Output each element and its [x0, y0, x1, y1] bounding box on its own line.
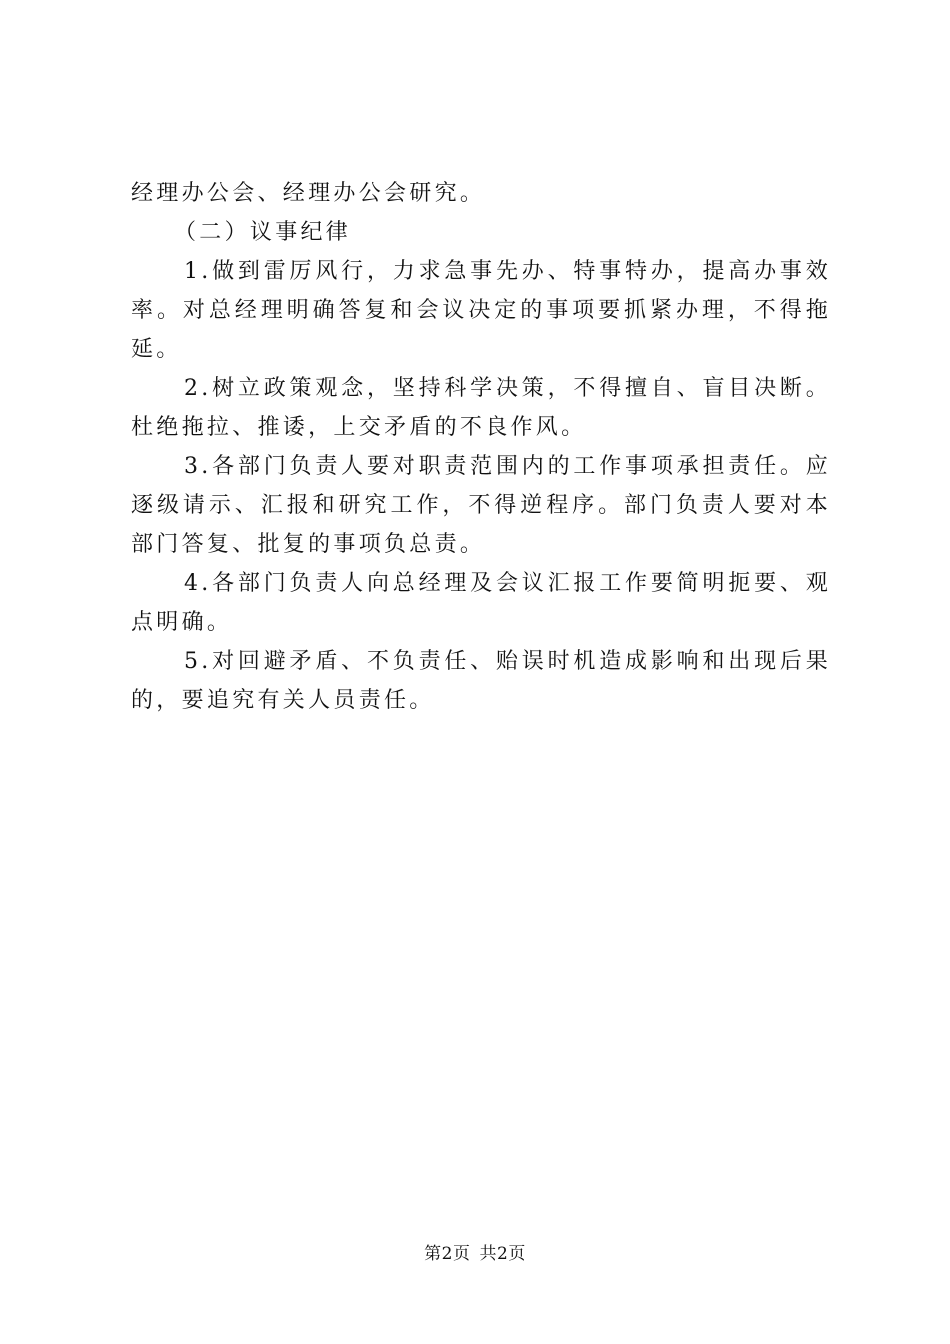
- page-number-total: 共2页: [479, 1244, 526, 1264]
- paragraph-continuation: 经理办公会、经理办公会研究。: [131, 181, 486, 206]
- page-number-current: 第2页: [424, 1244, 471, 1264]
- list-item-2: 2.树立政策观念，坚持科学决策，不得擅自、盲目决断。杜绝拖拉、推诿，上交矛盾的不良作风。: [131, 376, 831, 440]
- list-item-5: 5.对回避矛盾、不负责任、贻误时机造成影响和出现后果的，要追究有关人员责任。: [131, 649, 831, 713]
- list-item-3: 3.各部门负责人要对职责范围内的工作事项承担责任。应逐级请示、汇报和研究工作，不得逆程序。部门负责人要对本部门答复、批复的事项负总责。: [131, 454, 831, 557]
- page-footer: [0, 1243, 950, 1265]
- section-heading: （二）议事纪律: [174, 220, 352, 245]
- list-item-4: 4.各部门负责人向总经理及会议汇报工作要简明扼要、观点明确。: [131, 571, 831, 635]
- document-body: [131, 174, 831, 720]
- list-item-1: 1.做到雷厉风行，力求急事先办、特事特办，提高办事效率。对总经理明确答复和会议决定的事项要抓紧办理，不得拖延。: [131, 259, 831, 362]
